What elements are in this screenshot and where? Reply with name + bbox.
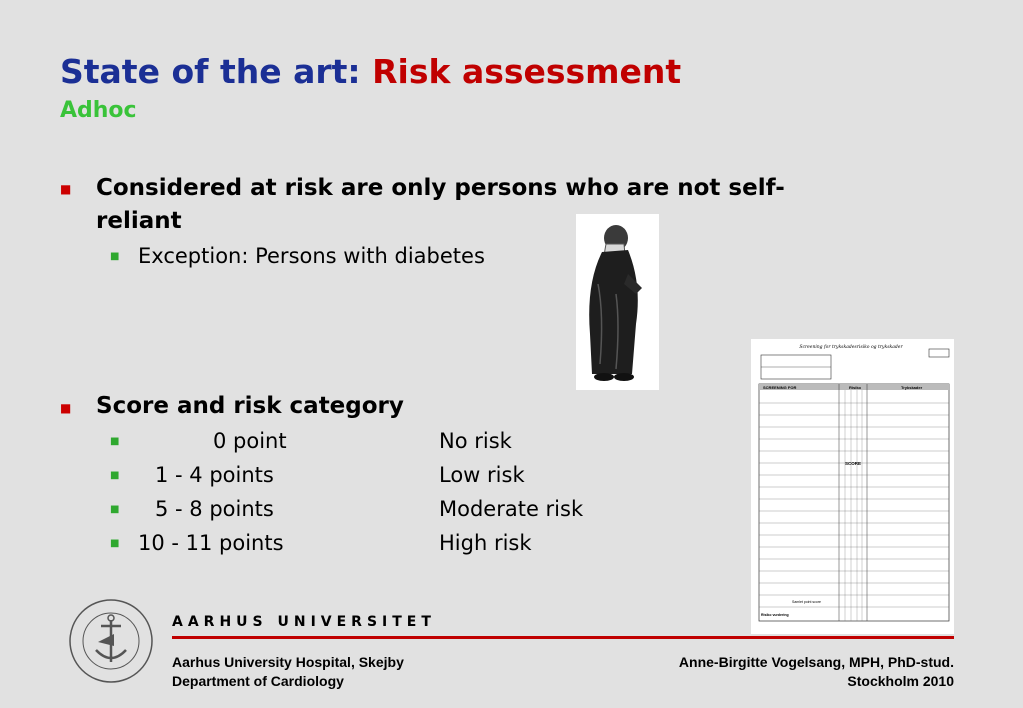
- score-risk: Moderate risk: [439, 497, 584, 521]
- university-seal-logo: [68, 598, 154, 684]
- score-points: 10 - 11 points: [138, 531, 284, 555]
- form-footer-row: Risiko vurdering: [761, 613, 789, 617]
- score-points: 1 - 4 points: [155, 463, 274, 487]
- bullet-heading-line2: reliant: [96, 208, 182, 234]
- footer-right: [679, 653, 954, 691]
- form-score-label: SCORE: [844, 461, 862, 466]
- score-risk: Low risk: [439, 463, 525, 487]
- slide-title: [60, 52, 681, 92]
- university-name: AARHUS UNIVERSITET: [172, 614, 436, 630]
- score-points: 5 - 8 points: [155, 497, 274, 521]
- footer-department: Department of Cardiology: [172, 673, 344, 689]
- form-heading: Screening for trykskadesrisiko og trykskader: [799, 345, 903, 350]
- score-points: 0 point: [213, 429, 287, 453]
- red-square-bullet-icon: ■: [60, 182, 72, 196]
- score-risk: High risk: [439, 531, 532, 555]
- green-square-bullet-icon: ■: [110, 251, 120, 262]
- score-risk: No risk: [439, 429, 512, 453]
- bullet-heading-score: Score and risk category: [96, 393, 404, 419]
- screening-form-image: [751, 339, 954, 634]
- footer-left: [172, 653, 404, 691]
- green-square-bullet-icon: ■: [110, 436, 120, 447]
- red-square-bullet-icon: ■: [60, 401, 72, 415]
- slide-subtitle: Adhoc: [60, 98, 137, 123]
- title-part-1: State of the art:: [60, 52, 361, 91]
- footer-hospital: Aarhus University Hospital, Skejby: [172, 654, 404, 670]
- elderly-man-illustration: [576, 214, 659, 390]
- form-col-wounds: Trykskader: [901, 385, 923, 390]
- green-square-bullet-icon: ■: [110, 504, 120, 515]
- footer-author: Anne-Birgitte Vogelsang, MPH, PhD-stud.: [678, 654, 954, 670]
- bullet-heading-line1: Considered at risk are only persons who are not self-: [96, 175, 785, 201]
- green-square-bullet-icon: ■: [110, 470, 120, 481]
- footer-place-year: Stockholm 2010: [847, 673, 954, 689]
- form-total-label: Samlet point score: [792, 600, 821, 604]
- form-col-screening: SCREENING FOR: [763, 385, 797, 390]
- footer-divider: [172, 636, 954, 639]
- sub-bullet-exception: Exception: Persons with diabetes: [138, 244, 485, 268]
- form-col-risk: Risiko: [849, 385, 862, 390]
- green-square-bullet-icon: ■: [110, 538, 120, 549]
- title-part-2: Risk assessment: [372, 52, 682, 91]
